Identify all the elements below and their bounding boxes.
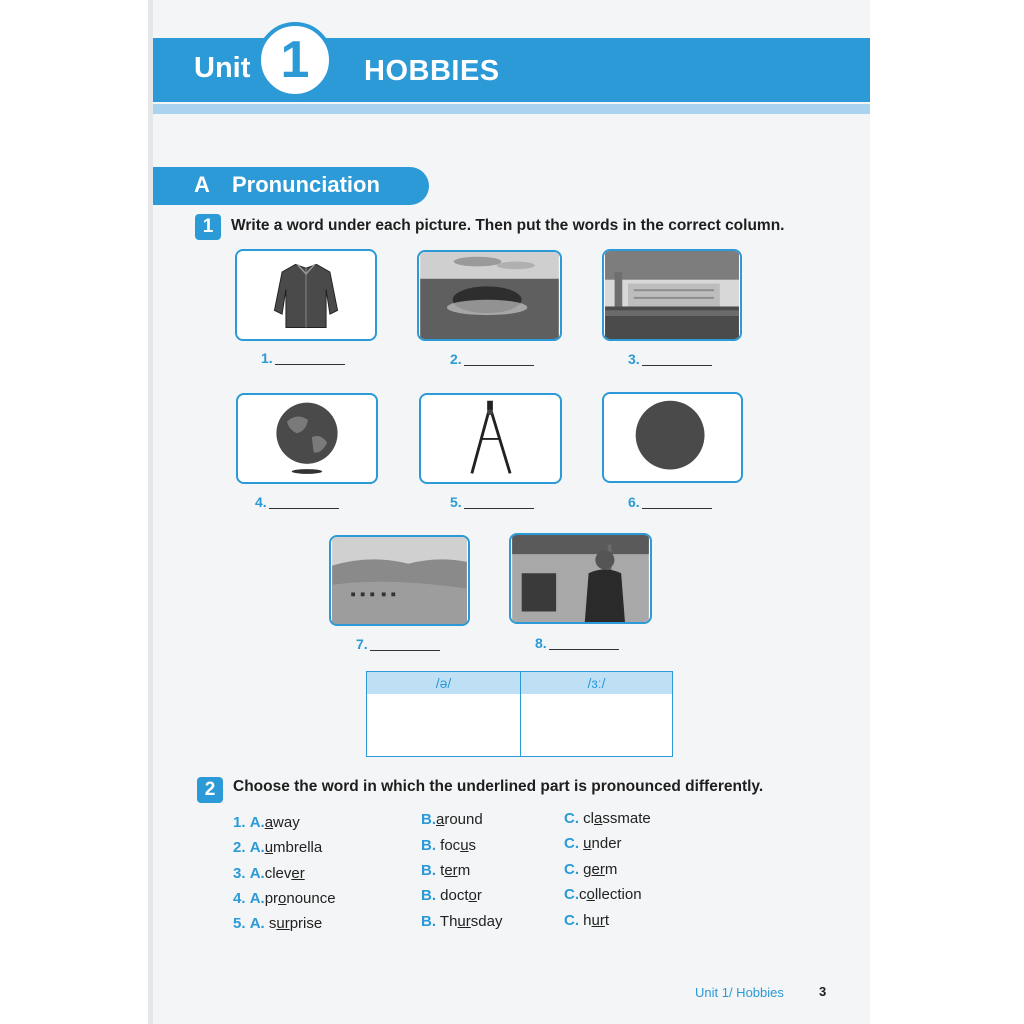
column-divider: [520, 672, 521, 756]
picture-5: [419, 393, 562, 484]
answer-5[interactable]: 5.: [450, 494, 534, 510]
picture-1: [235, 249, 377, 341]
question-2-option-a[interactable]: 2. A.umbrella: [233, 839, 323, 856]
circle-icon: [604, 394, 741, 481]
banner-stripe: [153, 104, 870, 114]
globe-icon: [238, 395, 376, 482]
picture-3: [602, 249, 742, 341]
question-5-option-c[interactable]: C. hurt: [564, 912, 610, 929]
answer-1[interactable]: 1.: [261, 350, 345, 366]
worker-icon: [511, 535, 650, 622]
unit-label: Unit: [194, 52, 251, 84]
question-4-option-a[interactable]: 4. A.pronounce: [233, 890, 336, 907]
unit-number: 1: [280, 31, 310, 89]
answer-8[interactable]: 8.: [535, 635, 619, 651]
question-4-option-c[interactable]: C.collection: [564, 886, 642, 903]
question-1-option-c[interactable]: C. classmate: [564, 810, 651, 827]
desert-icon: [331, 537, 468, 624]
answer-7[interactable]: 7.: [356, 636, 440, 652]
question-5-option-b[interactable]: B. Thursday: [421, 913, 503, 930]
question-5-option-a[interactable]: 5. A. surprise: [233, 915, 323, 932]
answer-3[interactable]: 3.: [628, 351, 712, 367]
column-header-schwa: /ə/: [367, 672, 520, 694]
footer-unit-label: Unit 1/ Hobbies: [695, 985, 784, 1000]
question-3-option-c[interactable]: C. germ: [564, 861, 618, 878]
section-title: Pronunciation: [232, 172, 380, 197]
palace-icon: [604, 251, 740, 339]
sound-columns-table: [366, 671, 673, 757]
column-header-er: /ɜː/: [521, 672, 672, 694]
exercise-1-number: 1: [195, 214, 221, 240]
question-1-option-b[interactable]: B.around: [421, 811, 483, 828]
shirt-icon: [237, 251, 375, 339]
question-4-option-b[interactable]: B. doctor: [421, 887, 482, 904]
question-3-option-b[interactable]: B. term: [421, 862, 471, 879]
answer-2[interactable]: 2.: [450, 351, 534, 367]
answer-6[interactable]: 6.: [628, 494, 712, 510]
exercise-2-number: 2: [197, 777, 223, 803]
question-2-option-c[interactable]: C. under: [564, 835, 622, 852]
picture-4: [236, 393, 378, 484]
exercise-2-instruction: Choose the word in which the underlined part is pronounced differently.: [233, 778, 764, 795]
compass-icon: [421, 395, 560, 482]
exercise-1-instruction: Write a word under each picture. Then put the words in the correct column.: [231, 217, 785, 234]
question-2-option-b[interactable]: B. focus: [421, 837, 477, 854]
unit-title: HOBBIES: [364, 55, 500, 87]
picture-8: [509, 533, 652, 624]
picture-2: [417, 250, 562, 341]
picture-7: [329, 535, 470, 626]
question-1-option-a[interactable]: 1. A.away: [233, 814, 300, 831]
island-icon: [419, 252, 560, 339]
picture-6: [602, 392, 743, 483]
section-letter: A: [194, 172, 210, 197]
page-number: 3: [819, 984, 827, 999]
question-3-option-a[interactable]: 3. A.clever: [233, 865, 305, 882]
answer-4[interactable]: 4.: [255, 494, 339, 510]
